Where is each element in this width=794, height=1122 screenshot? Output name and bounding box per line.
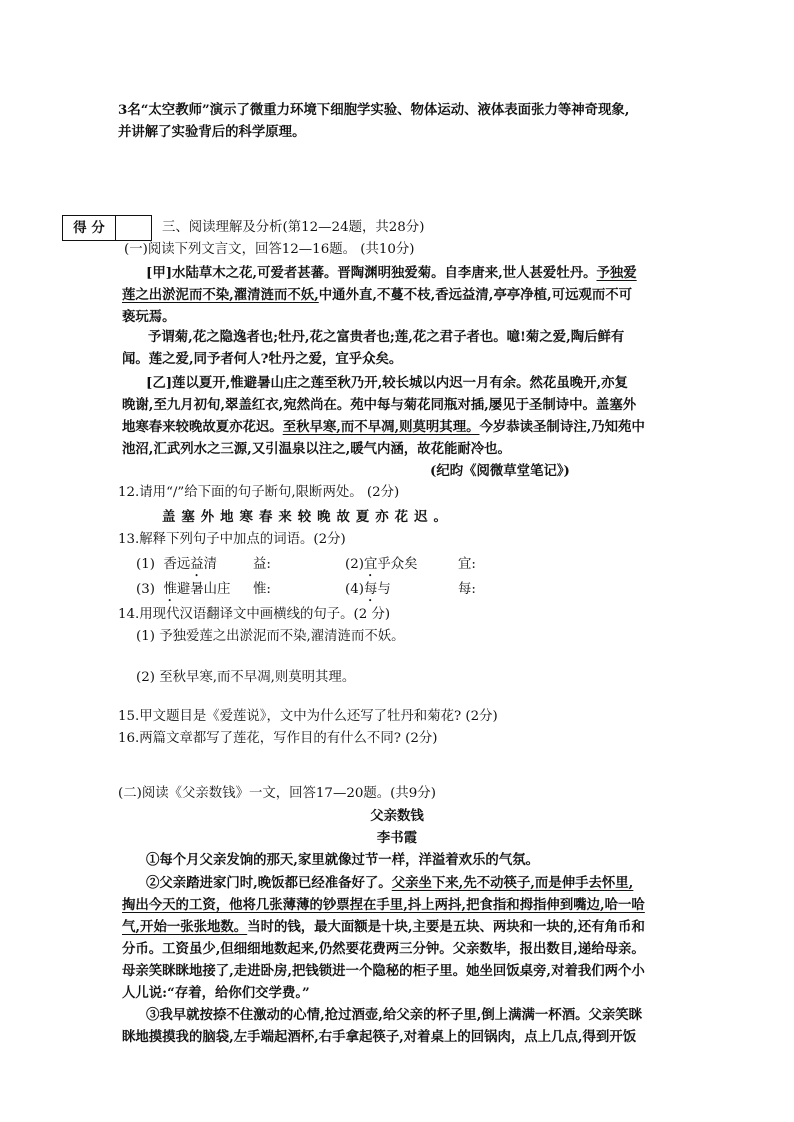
q13-item-1	[136, 555, 217, 580]
score-blank	[116, 216, 151, 240]
q13-item-2	[345, 555, 418, 580]
essay-p2-line-5: 母亲笑眯眯地接了,走进卧房,把钱锁进一个隐秘的柜子里。她坐回饭桌旁,对着我们两个小	[122, 963, 645, 979]
yi-line-4: 池沼,汇武列水之三源,又引温泉以注之,暖气内涵，故花能耐冷也。	[122, 441, 511, 457]
yi-line-2: 晚谢,至九月初旬,翠盖红衣,宛然尚在。苑中每与菊花同瓶对插,屡见于圣制诗中。盖塞外	[122, 397, 637, 413]
q13-answer-3: 惟:	[253, 582, 271, 597]
essay-p2-line-4: 分币。工资虽少,但细细地数起来,仍然要花费两三分钟。父亲数毕，报出数目,递给母亲。	[122, 941, 645, 957]
part1-title: (一)阅读下列文言文，回答12—16题。 (共10分)	[124, 242, 415, 257]
jia-p2-line-2: 闻。莲之爱,同予者何人?牡丹之爱，宜乎众矣。	[122, 351, 403, 367]
intro-line-2: 并讲解了实验背后的科学原理。	[118, 124, 306, 140]
question-13: 13.解释下列句子中加点的词语。(2分)	[118, 532, 346, 547]
q13-dotted-word: 惟	[163, 582, 177, 597]
essay-p3-line-2: 眯地摸摸我的脑袋,左手端起酒杯,右手拿起筷子,对着桌上的回锅肉，点上几点,得到开饭	[122, 1029, 637, 1045]
q13-label: (3)	[136, 582, 155, 597]
question-14-2: (2) 至秋早寒,而不早凋,则莫明其理。	[136, 670, 356, 685]
jia-p1-line-2	[122, 285, 632, 305]
q13-label: (1)	[136, 557, 155, 572]
question-14: 14.用现代汉语翻译文中画横线的句子。(2 分)	[118, 607, 391, 622]
q13-text: 与	[377, 582, 391, 597]
q13-label: (4)	[345, 582, 364, 597]
jia-text: 中通外直,不蔓不枝,香远益清,亭亭净植,可远观而不可	[318, 287, 633, 303]
yi-underlined: 至秋早寒,而不早凋,则莫明其理。	[282, 419, 480, 435]
q13-dotted-word: 每	[363, 582, 378, 597]
q13-item-3	[136, 580, 230, 605]
q13-text: 乎众矣	[377, 557, 418, 572]
essay-text: ②父亲踏进家门时,晚饭都已经准备好了。	[146, 875, 392, 891]
q13-dotted-word: 宜	[363, 557, 378, 572]
intro-line-1: 3名“太空教师”演示了微重力环境下细胞学实验、物体运动、液体表面张力等神奇现象,	[118, 102, 630, 118]
essay-p2-line-6: 人儿说:“存着，给你们交学费。”	[122, 985, 310, 1001]
essay-p3-line-1: ③我早就按捺不住激动的心情,抢过酒壶,给父亲的杯子里,倒上满满一杯酒。父亲笑眯	[146, 1007, 643, 1023]
yi-line-1: [乙]莲以夏开,惟避暑山庄之莲至秋乃开,较长城以内迟一月有余。然花虽晚开,亦复	[146, 375, 628, 391]
jia-text: [甲]水陆草木之花,可爱者甚蕃。晋陶渊明独爱菊。自李唐来,世人甚爱牡丹。	[146, 265, 597, 281]
essay-underlined: 父亲坐下来,先不动筷子,而是伸手去怀里,	[391, 875, 634, 891]
jia-p2-line-1: 予谓菊,花之隐逸者也;牡丹,花之富贵者也;莲,花之君子者也。噫!菊之爱,陶后鲜有	[148, 329, 625, 345]
q13-item-4	[345, 580, 391, 605]
q13-text: 香远	[163, 557, 191, 572]
question-15: 15.甲文题目是《爱莲说》，文中为什么还写了牡丹和菊花? (2分)	[118, 709, 498, 724]
jia-underlined: 莲之出淤泥而不染,濯清涟而不妖,	[122, 287, 319, 303]
yi-line-3	[122, 417, 645, 437]
section3-title: 三、阅读理解及分析(第12—24题，共28分)	[162, 220, 425, 235]
essay-p2-line-2: 掏出今天的工资，他将几张薄薄的钞票捏在手里,抖上两抖,把食指和拇指伸到嘴边,哈一哈	[122, 897, 645, 913]
question-12-sentence: 盖塞外地寒春来较晚故夏亦花迟。	[162, 509, 453, 525]
q13-text: 避暑山庄	[176, 582, 231, 597]
jia-underlined: 予独爱	[596, 265, 637, 281]
question-14-1: (1) 予独爱莲之出淤泥而不染,濯清涟而不妖。	[136, 629, 405, 644]
score-label: 得 分	[63, 216, 116, 240]
q13-answer-1: 益:	[253, 557, 271, 572]
essay-p2-line-1	[146, 873, 633, 893]
essay-author: 李书霞	[376, 830, 418, 846]
jia-p1-line-3: 亵玩焉。	[122, 309, 176, 325]
essay-title: 父亲数钱	[370, 808, 424, 824]
essay-p1: ①每个月父亲发饷的那天,家里就像过节一样，洋溢着欢乐的气氛。	[146, 852, 539, 868]
essay-p2-line-3	[122, 917, 645, 937]
essay-text: 当时的钱，最大面额是十块,主要是五块、两块和一块的,还有角币和	[247, 919, 645, 935]
yi-text: 今岁恭读圣制诗注,乃知苑中	[479, 419, 645, 435]
score-box	[62, 215, 152, 241]
q13-dotted-word: 益	[190, 557, 204, 572]
q13-label: (2)	[345, 557, 364, 572]
yi-text: 地寒春来较晚故夏亦花迟。	[122, 419, 283, 435]
source-citation: (纪昀《阅微草堂笔记》)	[430, 463, 570, 479]
part2-title: (二)阅读《父亲数钱》一文，回答17—20题。(共9分)	[118, 786, 436, 801]
q13-answer-4: 每:	[458, 582, 476, 597]
jia-p1-line-1	[146, 263, 637, 283]
question-12: 12.请用“/”给下面的句子断句,限断两处。 (2分)	[118, 485, 400, 500]
q13-text: 清	[203, 557, 218, 572]
q13-answer-2: 宜:	[458, 557, 476, 572]
question-16: 16.两篇文章都写了莲花，写作目的有什么不同? (2分)	[118, 731, 438, 746]
essay-underlined: 气,开始一张张地数。	[122, 919, 248, 935]
